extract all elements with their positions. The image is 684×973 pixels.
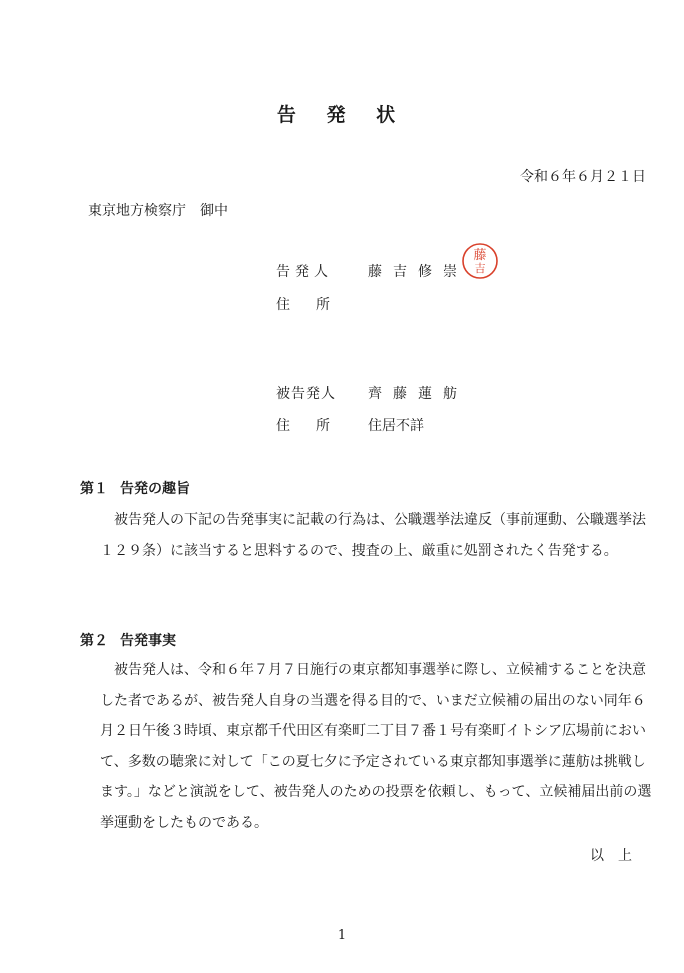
complainant-name: 藤吉修崇 [368,264,468,280]
accused-address: 住居不詳 [368,418,424,434]
accused-label: 被告発人 [276,386,336,402]
section-number: 第２ [80,633,108,649]
closing-mark: 以上 [590,848,646,864]
section-title: 告発の趣旨 [120,481,190,497]
accused-name: 齊藤蓮舫 [368,386,468,402]
svg-text:藤: 藤 [473,248,487,263]
section-title: 告発事実 [120,633,176,649]
section-2-heading [80,630,176,650]
document-title: 告 発 状 [276,104,408,126]
complainant-address-label: 住所 [276,297,356,313]
svg-text:吉: 吉 [474,262,486,275]
addressee: 東京地方検察庁 御中 [88,203,228,219]
document-date: 令和６年６月２１日 [520,169,646,185]
section-1-body: 被告発人の下記の告発事実に記載の行為は、公職選挙法違反（事前運動、公職選挙法１２９条）に該当すると思料するので、捜査の上、厳重に処罰されたく告発する。 [100,512,646,559]
section-number: 第１ [80,481,108,497]
page-number: 1 [337,928,347,943]
section-2-body: 被告発人は、令和６年７月７日施行の東京都知事選挙に際し、立候補することを決意した者であるが、被告発人自身の当選を得る目的で、いまだ立候補の届出のない同年６月２日午後３時頃、東京都千代田区有楽町二丁目７番１号有楽町イトシア広場前において、多数の聴衆に対して「この夏七夕に予定されている東京都知事選挙に蓮舫は挑戦します。」などと演説をして、被告発人のための投票を依頼し、もって、立候補届出前の選挙運動をしたものである。 [100,662,652,831]
personal-seal-icon [460,241,500,281]
accused-address-label: 住所 [276,418,356,434]
complainant-label: 告発人 [276,264,333,280]
section-1-heading [80,478,190,498]
